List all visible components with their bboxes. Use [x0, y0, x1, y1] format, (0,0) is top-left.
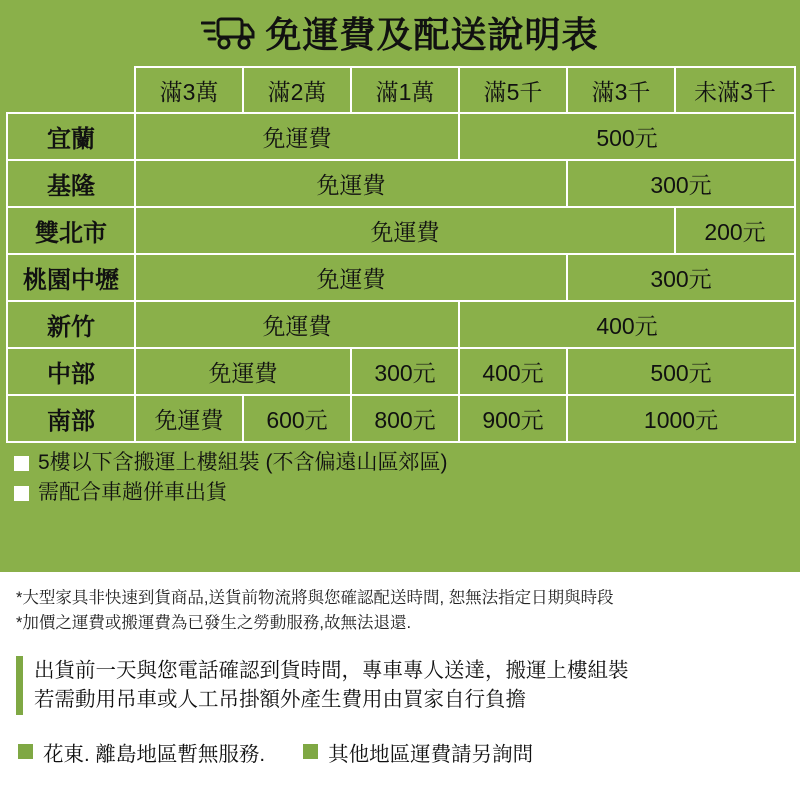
table-row [7, 113, 795, 160]
table-cell: 300元 [567, 160, 795, 207]
table-cell: 免運費 [135, 301, 459, 348]
highlight-text-group [34, 656, 629, 715]
table-row [7, 301, 795, 348]
column-header: 滿3千 [567, 67, 675, 113]
table-cell: 免運費 [135, 207, 675, 254]
square-bullet-icon [14, 456, 29, 471]
square-bullet-icon [18, 744, 33, 759]
row-header-region: 中部 [7, 348, 135, 395]
table-corner-cell [7, 67, 135, 113]
note-text: 需配合車趟併車出貨 [38, 481, 227, 505]
row-header-region: 雙北市 [7, 207, 135, 254]
row-header-region: 南部 [7, 395, 135, 442]
table-cell: 免運費 [135, 113, 459, 160]
table-cell: 免運費 [135, 254, 567, 301]
highlight-block [16, 656, 784, 715]
disclaimer-panel [0, 572, 800, 800]
row-header-region: 新竹 [7, 301, 135, 348]
column-header: 滿2萬 [243, 67, 351, 113]
column-header: 滿5千 [459, 67, 567, 113]
table-cell: 200元 [675, 207, 795, 254]
table-cell: 400元 [459, 348, 567, 395]
service-area-right: 其他地區運費請另詢問 [328, 742, 534, 766]
table-row [7, 254, 795, 301]
table-cell: 400元 [459, 301, 795, 348]
table-cell: 免運費 [135, 160, 567, 207]
row-header-region: 桃園中壢 [7, 254, 135, 301]
table-cell: 900元 [459, 395, 567, 442]
fineprint-line: *加價之運費或搬運費為已發生之勞動服務,故無法退還. [16, 613, 412, 632]
table-cell: 500元 [459, 113, 795, 160]
note-text: 5樓以下含搬運上樓組裝 (不含偏遠山區郊區) [38, 451, 448, 474]
table-cell: 免運費 [135, 348, 351, 395]
table-row [7, 207, 795, 254]
column-header: 未滿3千 [675, 67, 795, 113]
column-header: 滿3萬 [135, 67, 243, 113]
table-cell: 1000元 [567, 395, 795, 442]
table-cell: 600元 [243, 395, 351, 442]
table-cell: 500元 [567, 348, 795, 395]
page-title [0, 0, 800, 66]
table-cell: 800元 [351, 395, 459, 442]
table-body [7, 113, 795, 442]
column-header: 滿1萬 [351, 67, 459, 113]
table-cell: 300元 [567, 254, 795, 301]
table-cell: 300元 [351, 348, 459, 395]
table-row [7, 348, 795, 395]
service-area-row [16, 737, 784, 767]
truck-icon [201, 14, 255, 57]
freight-table-wrap [0, 66, 800, 443]
row-header-region: 宜蘭 [7, 113, 135, 160]
notes-list [0, 443, 800, 505]
note-item [14, 481, 788, 505]
row-header-region: 基隆 [7, 160, 135, 207]
fineprint-line: *大型家具非快速到貨商品,送貨前物流將與您確認配送時間, 恕無法指定日期與時段 [16, 589, 614, 607]
table-head [7, 67, 795, 113]
table-cell: 免運費 [135, 395, 243, 442]
title-label: 免運費及配送說明表 [265, 14, 599, 55]
freight-table [6, 66, 796, 443]
highlight-line: 若需動用吊車或人工吊掛額外產生費用由買家自行負擔 [34, 688, 526, 712]
table-row [7, 395, 795, 442]
accent-bar [16, 656, 23, 715]
note-item [14, 451, 788, 475]
service-area-left: 花東. 離島地區暫無服務. [43, 742, 266, 766]
square-bullet-icon [14, 486, 29, 501]
table-header-row [7, 67, 795, 113]
highlight-line: 出貨前一天與您電話確認到貨時間，專車專人送達，搬運上樓組裝 [34, 658, 629, 682]
square-bullet-icon [303, 744, 318, 759]
table-row [7, 160, 795, 207]
